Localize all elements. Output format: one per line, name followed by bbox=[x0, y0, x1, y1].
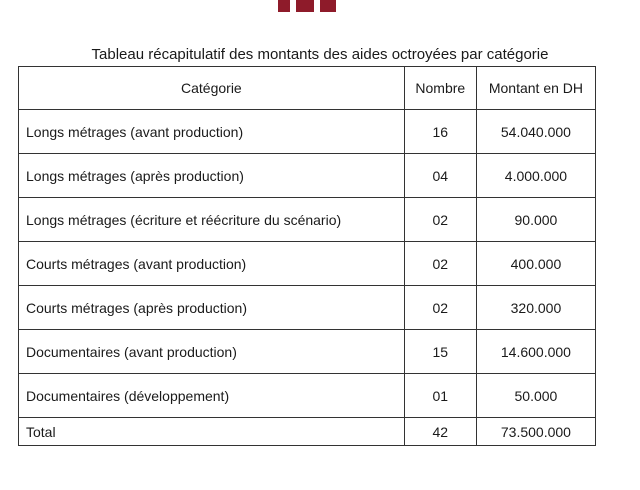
table-row bbox=[19, 198, 596, 242]
row-category: Longs métrages (écriture et réécriture du scénario) bbox=[19, 198, 405, 242]
row-amount: 50.000 bbox=[476, 374, 595, 418]
row-category: Longs métrages (avant production) bbox=[19, 110, 405, 154]
header-amount: Montant en DH bbox=[476, 67, 595, 110]
row-category: Courts métrages (avant production) bbox=[19, 242, 405, 286]
row-amount: 400.000 bbox=[476, 242, 595, 286]
header-count: Nombre bbox=[404, 67, 476, 110]
row-count: 01 bbox=[404, 374, 476, 418]
row-amount: 14.600.000 bbox=[476, 330, 595, 374]
row-count: 02 bbox=[404, 286, 476, 330]
table-row bbox=[19, 110, 596, 154]
total-row bbox=[19, 418, 596, 446]
row-amount: 4.000.000 bbox=[476, 154, 595, 198]
row-category: Longs métrages (après production) bbox=[19, 154, 405, 198]
row-count: 04 bbox=[404, 154, 476, 198]
row-amount: 90.000 bbox=[476, 198, 595, 242]
table-row bbox=[19, 242, 596, 286]
header-category: Catégorie bbox=[19, 67, 405, 110]
row-count: 02 bbox=[404, 242, 476, 286]
row-category: Documentaires (développement) bbox=[19, 374, 405, 418]
row-category: Documentaires (avant production) bbox=[19, 330, 405, 374]
total-amount: 73.500.000 bbox=[476, 418, 595, 446]
summary-table bbox=[18, 66, 596, 446]
table-header-row bbox=[19, 67, 596, 110]
table-row bbox=[19, 330, 596, 374]
row-count: 15 bbox=[404, 330, 476, 374]
table-row bbox=[19, 154, 596, 198]
table-row bbox=[19, 374, 596, 418]
row-amount: 54.040.000 bbox=[476, 110, 595, 154]
table-row bbox=[19, 286, 596, 330]
row-count: 02 bbox=[404, 198, 476, 242]
row-amount: 320.000 bbox=[476, 286, 595, 330]
total-count: 42 bbox=[404, 418, 476, 446]
total-label: Total bbox=[19, 418, 405, 446]
table-caption: Tableau récapitulatif des montants des aides octroyées par catégorie bbox=[91, 46, 549, 63]
logo-fragment bbox=[275, 0, 339, 12]
row-count: 16 bbox=[404, 110, 476, 154]
row-category: Courts métrages (après production) bbox=[19, 286, 405, 330]
